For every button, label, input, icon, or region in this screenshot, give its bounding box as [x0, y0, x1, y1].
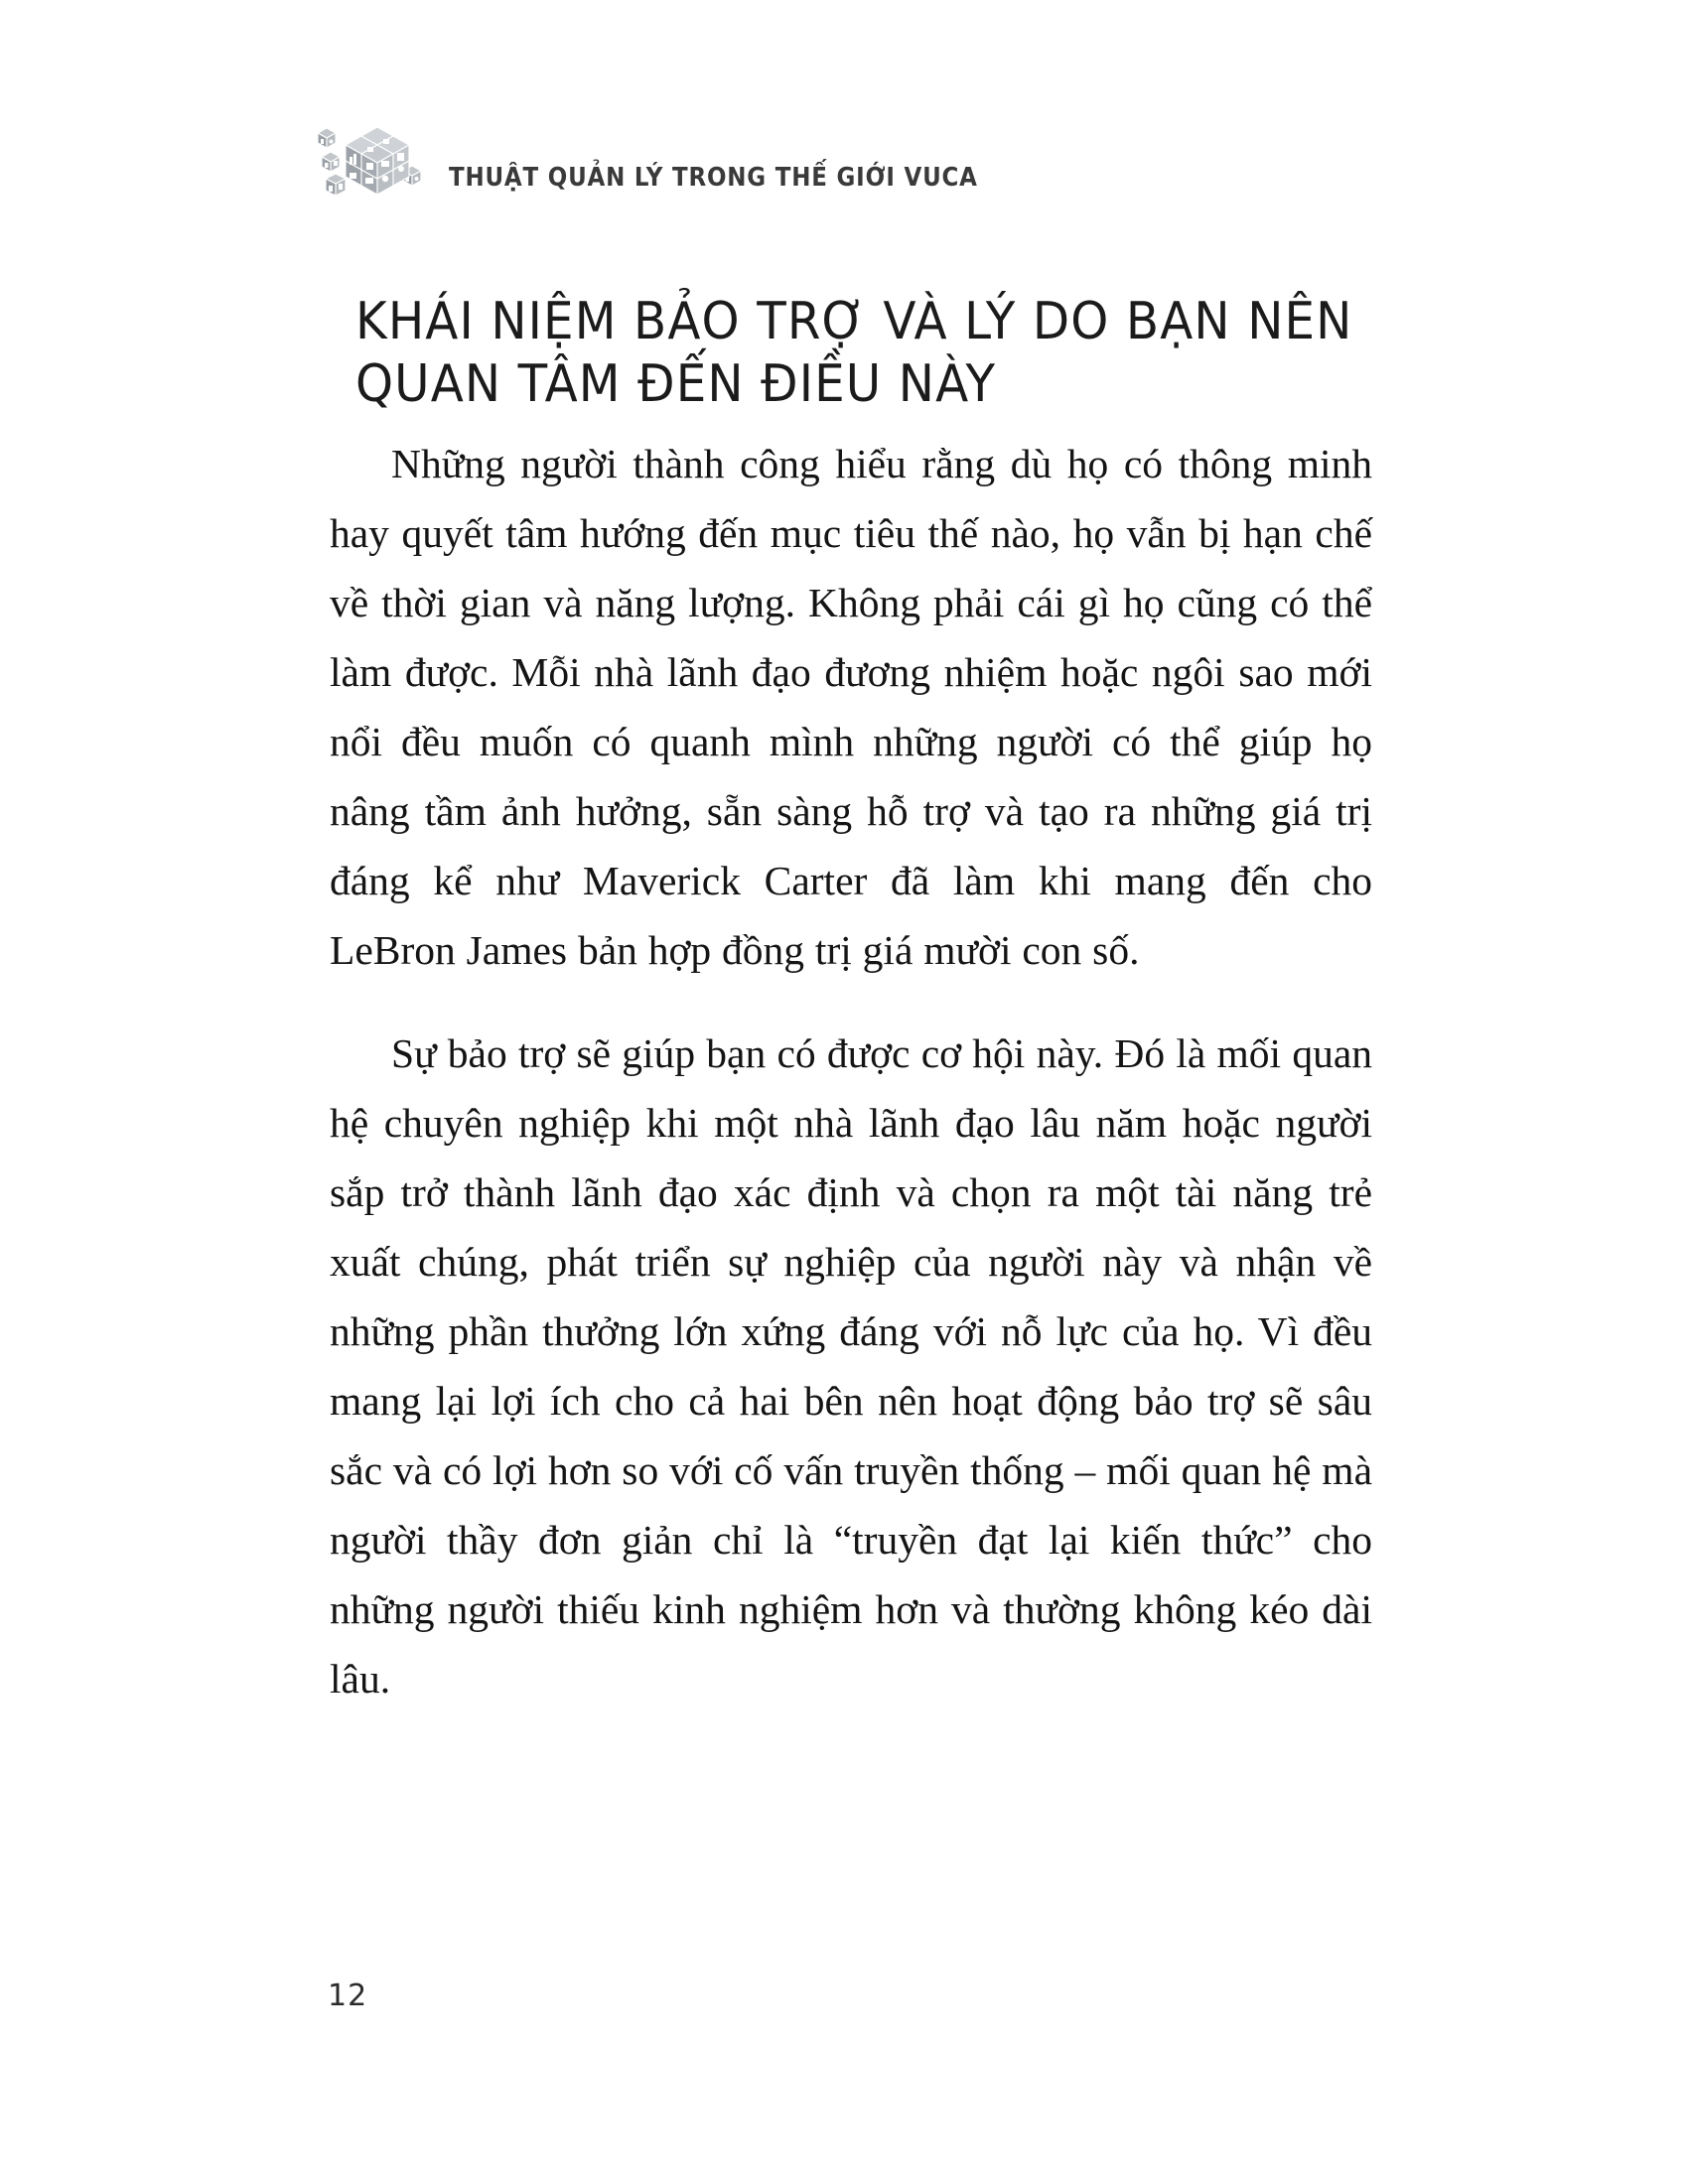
- page-title-line-1: KHÁI NIỆM BẢO TRỢ VÀ LÝ DO BẠN NÊN: [355, 291, 1353, 351]
- rubiks-cube-icon: [316, 121, 427, 205]
- body-text: [330, 429, 1372, 1713]
- running-header: [316, 127, 1037, 205]
- page-title-line-2: QUAN TÂM ĐẾN ĐIỀU NÀY: [355, 354, 997, 415]
- paragraph: Những người thành công hiểu rằng dù họ có thông minh hay quyết tâm hướng đến mục tiêu thế nào, họ vẫn bị hạn chế về thời gian và năng lượng. Không phải cái gì họ cũng có thể làm được. Mỗi nhà lãnh đạo đương nhiệm hoặc ngôi sao mới nổi đều muốn có quanh mình những người có thể giúp họ nâng tầm ảnh hưởng, sẵn sàng hỗ trợ và tạo ra những giá trị đáng kể như Maverick Carter đã làm khi mang đến cho LeBron James bản hợp đồng trị giá mười con số.: [330, 441, 1372, 973]
- page-title: [355, 291, 1358, 417]
- page-number: 12: [328, 1979, 368, 2013]
- paragraph: Sự bảo trợ sẽ giúp bạn có được cơ hội này. Đó là mối quan hệ chuyên nghiệp khi một nhà lãnh đạo lâu năm hoặc người sắp trở thành lãnh đạo xác định và chọn ra một tài năng trẻ xuất chúng, phát triển sự nghiệp của người này và nhận về những phần thưởng lớn xứng đáng với nỗ lực của họ. Vì đều mang lại lợi ích cho cả hai bên nên hoạt động bảo trợ sẽ sâu sắc và có lợi hơn so với cố vấn truyền thống – mối quan hệ mà người thầy đơn giản chỉ là “truyền đạt lại kiến thức” cho những người thiếu kinh nghiệm hơn và thường không kéo dài lâu.: [330, 1030, 1372, 1702]
- running-header-title: THUẬT QUẢN LÝ TRONG THẾ GIỚI VUCA: [449, 163, 978, 193]
